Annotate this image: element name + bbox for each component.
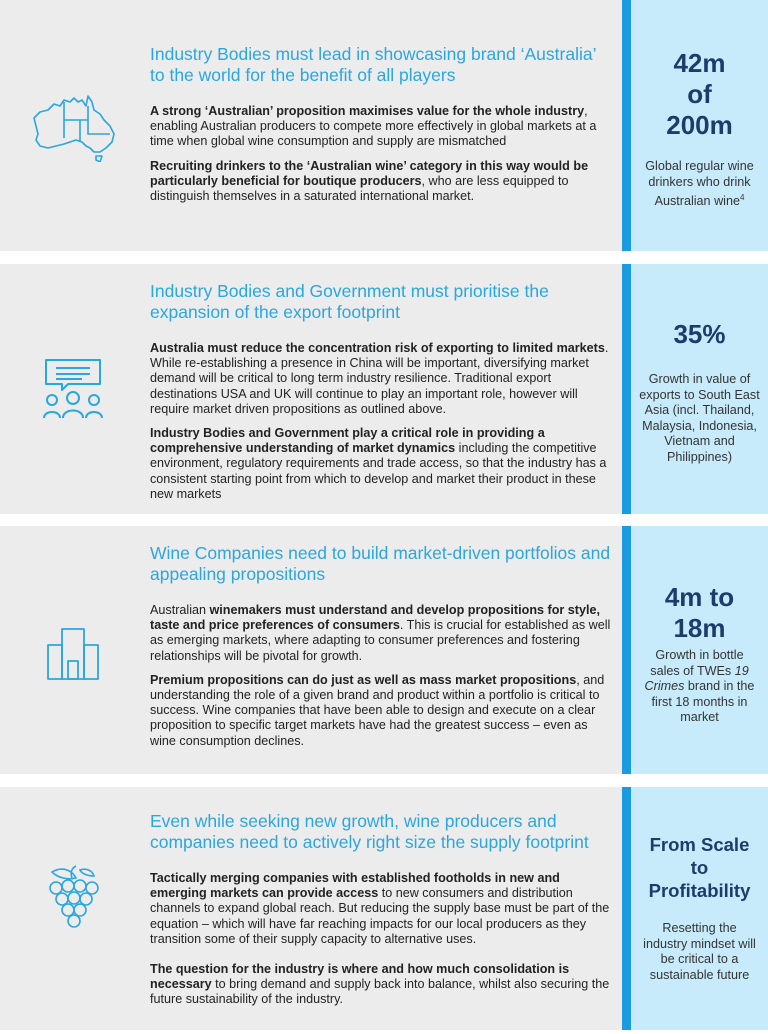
people-speech-icon: [28, 348, 120, 428]
stat-panel-4: [631, 787, 768, 1030]
section-heading: Industry Bodies and Government must prioritise the expansion of the export footprint: [150, 281, 549, 322]
section-paragraph: Premium propositions can do just as well as mass market propositions, and understanding the role of a given brand and product within a portfolio is critical to success. Wine companies that have been able to design and execute on a clear proposition to specific target markets have had the greatest success – even as wine consumption declines.: [150, 672, 605, 748]
stat-caption: Resetting the industry mindset will be critical to a sustainable future: [643, 921, 756, 982]
accent-bar: [622, 526, 631, 774]
stat-panel-2: [631, 264, 768, 514]
accent-bar: [622, 264, 631, 514]
stat-caption: Global regular wine drinkers who drink Australian wine$^4$: [645, 159, 754, 209]
stat-value: From Scale to Profitability: [648, 834, 751, 901]
stat-panel-1: [631, 0, 768, 251]
stat-caption: Growth in bottle sales of TWEs 19 Crimes brand in the first 18 months in market: [644, 648, 755, 724]
section-heading: Even while seeking new growth, wine producers and companies need to actively right size the supply footprint: [150, 811, 589, 852]
section-paragraph: The question for the industry is where and how much consolidation is necessary to bring demand and supply back into balance, whilst also securing the future sustainability of the industry.: [150, 962, 610, 1007]
section-heading: Industry Bodies must lead in showcasing brand ‘Australia’ to the world for the benefit of all players: [150, 44, 596, 85]
accent-bar: [622, 787, 631, 1030]
section-paragraph: A strong ‘Australian’ proposition maximises value for the whole industry, enabling Australian producers to compete more effectively in global markets at a time when global wine consumption and supply are mismatched: [150, 104, 597, 149]
stat-caption: Growth in value of exports to South East Asia (incl. Thailand, Malaysia, Indonesia, Vietnam and Philippines): [639, 372, 760, 464]
section-paragraph: Tactically merging companies with established footholds in new and emerging markets can provide access to new consumers and distribution channels to expand global reach. But reducing the supply base must be part of the equation – which will have far reaching impacts for our local producers as they transition some of their supply capacity to alternative uses.: [150, 871, 610, 946]
accent-bar: [622, 0, 631, 251]
stat-value: 42m of 200m: [666, 48, 733, 140]
stat-value: 35%: [673, 319, 726, 349]
australia-map-icon: [28, 80, 120, 172]
section-heading: Wine Companies need to build market-driven portfolios and appealing propositions: [150, 543, 611, 584]
grapes-icon: [28, 859, 120, 949]
building-icon: [28, 618, 120, 688]
section-paragraph: Australian winemakers must understand and develop propositions for style, taste and price preferences of consumers. This is crucial for established as well as emerging markets, where adapting to consumer preferences and fostering relationships will be pivotal for growth.: [150, 603, 611, 663]
stat-panel-3: [631, 526, 768, 774]
section-paragraph: Australia must reduce the concentration risk of exporting to limited markets. While re-establishing a presence in China will be important, diversifying market demand will be critical to long term industry resilience. Traditional export destinations USA and UK will continue to play an important role, however will require market driven propositions as outlined above.: [150, 341, 609, 416]
section-paragraph: Industry Bodies and Government play a critical role in providing a comprehensive understanding of market dynamics including the competitive environment, regulatory requirements and trade access, so that the industry has a consistent starting point from which to develop and market their product in these new markets: [150, 426, 607, 501]
stat-value: 4m to 18m: [664, 582, 735, 643]
section-paragraph: Recruiting drinkers to the ‘Australian wine’ category in this way would be particularly beneficial for boutique producers, who are less equipped to distinguish themselves in a saturated international market.: [150, 158, 589, 204]
